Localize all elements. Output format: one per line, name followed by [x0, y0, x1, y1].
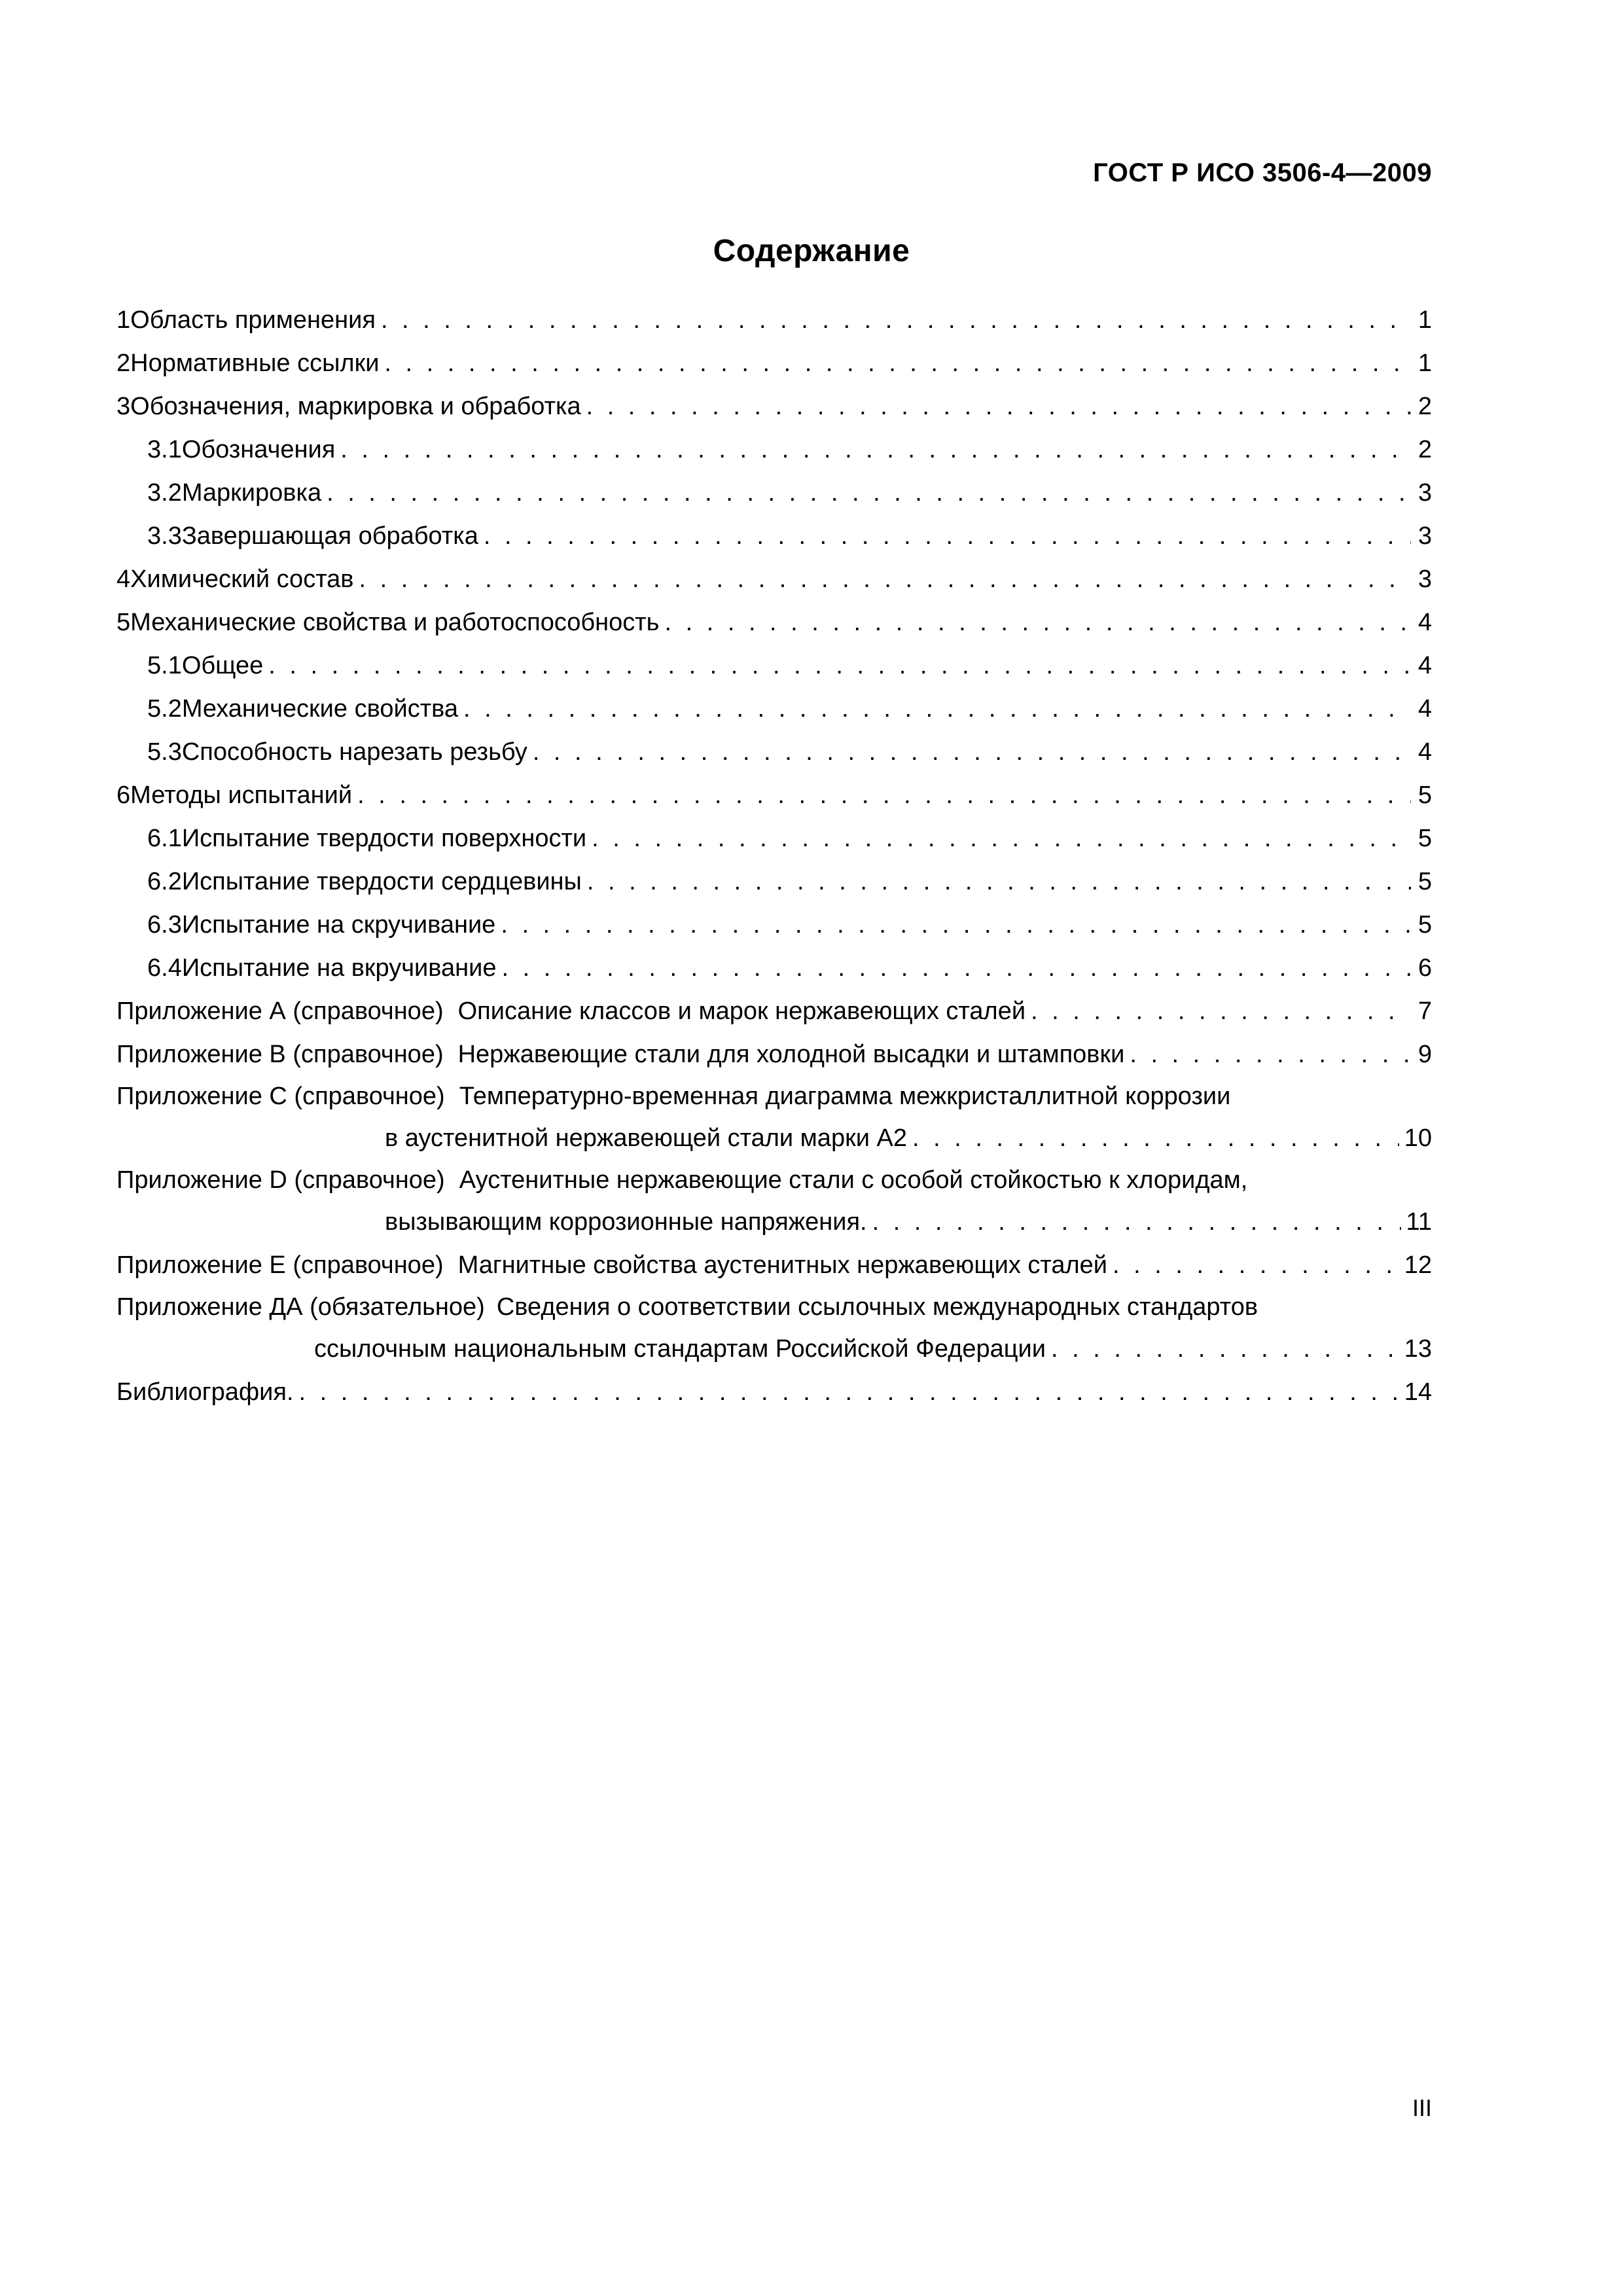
document-code: ГОСТ Р ИСО 3506-4—2009 [1093, 158, 1432, 187]
dot-leader [586, 385, 1411, 428]
table-of-contents [116, 298, 1432, 1414]
toc-entry-label: Химический состав [130, 565, 354, 593]
toc-entry-label: Испытание твердости сердцевины [181, 868, 582, 895]
toc-entry-page: 6 [1418, 954, 1432, 982]
toc-appendix-c[interactable] [116, 1076, 1432, 1160]
bibliography-label: Библиография. [116, 1378, 294, 1406]
dot-leader [384, 342, 1411, 385]
toc-entry-number: 6.3 [147, 911, 182, 939]
appendix-name: Приложение С (справочное) [116, 1083, 445, 1110]
toc-entry-number: 3.1 [147, 436, 182, 463]
appendix-title-continued: ссылочным национальным стандартам Российской Федерации [314, 1335, 1046, 1363]
toc-entry-label: Завершающая обработка [181, 522, 478, 550]
toc-entry-page: 4 [1418, 695, 1432, 723]
toc-entry-page: 4 [1418, 738, 1432, 766]
toc-entry-page: 13 [1404, 1335, 1432, 1363]
dot-leader [592, 817, 1411, 860]
toc-entry-label: Механические свойства и работоспособность [130, 609, 660, 636]
toc-entry-page: 3 [1418, 479, 1432, 507]
toc-appendix-d[interactable] [116, 1160, 1432, 1244]
toc-entry-number: 6 [116, 781, 131, 809]
dot-leader [357, 774, 1411, 817]
toc-entry-label: Нормативные ссылки [130, 350, 380, 377]
toc-entry-number: 6.2 [147, 868, 182, 895]
toc-appendix-da[interactable] [116, 1287, 1432, 1371]
appendix-name: Приложение В (справочное) [116, 1041, 444, 1068]
toc-entry[interactable] [116, 385, 1432, 428]
toc-subentry[interactable] [116, 687, 1432, 730]
dot-leader [664, 601, 1411, 644]
toc-entry-page: 1 [1418, 306, 1432, 334]
toc-subentry[interactable] [116, 817, 1432, 860]
toc-entry-page: 3 [1418, 522, 1432, 550]
toc-appendix-b[interactable] [116, 1033, 1432, 1076]
appendix-title: Описание классов и марок нержавеющих сталей [457, 997, 1026, 1025]
appendix-title: Сведения о соответствии ссылочных международных стандартов [496, 1293, 1258, 1321]
dot-leader [381, 298, 1411, 342]
toc-bibliography[interactable] [116, 1371, 1432, 1414]
appendix-title: Аустенитные нержавеющие стали с особой стойкостью к хлоридам, [459, 1166, 1248, 1194]
toc-entry-page: 4 [1418, 609, 1432, 636]
dot-leader [1031, 990, 1411, 1033]
toc-entry-number: 3 [116, 393, 131, 420]
appendix-title-continued: в аустенитной нержавеющей стали марки А2 [385, 1124, 907, 1152]
toc-entry-page: 11 [1406, 1208, 1432, 1236]
toc-entry-page: 5 [1418, 868, 1432, 895]
toc-subentry[interactable] [116, 903, 1432, 946]
dot-leader [484, 514, 1411, 558]
toc-entry-label: Обозначения, маркировка и обработка [130, 393, 581, 420]
appendix-name: Приложение Е (справочное) [116, 1251, 444, 1279]
toc-entry-page: 5 [1418, 911, 1432, 939]
toc-entry-page: 2 [1418, 436, 1432, 463]
toc-appendix-e[interactable] [116, 1244, 1432, 1287]
toc-entry-label: Методы испытаний [130, 781, 353, 809]
toc-subentry[interactable] [116, 860, 1432, 903]
dot-leader [463, 687, 1411, 730]
toc-appendix-a[interactable] [116, 990, 1432, 1033]
dot-leader [340, 428, 1411, 471]
toc-entry[interactable] [116, 601, 1432, 644]
toc-entry-number: 5.1 [147, 652, 182, 679]
toc-entry-label: Испытание твердости поверхности [181, 825, 587, 852]
toc-entry[interactable] [116, 774, 1432, 817]
appendix-name: Приложение А (справочное) [116, 997, 444, 1025]
dot-leader [299, 1371, 1399, 1414]
toc-entry-page: 7 [1418, 997, 1432, 1025]
dot-leader [587, 860, 1411, 903]
dot-leader [268, 644, 1411, 687]
appendix-name: Приложение D (справочное) [116, 1166, 445, 1194]
toc-entry-number: 3.3 [147, 522, 182, 550]
toc-entry-number: 6.4 [147, 954, 182, 982]
toc-subentry[interactable] [116, 428, 1432, 471]
toc-entry-page: 1 [1418, 350, 1432, 377]
appendix-title: Нержавеющие стали для холодной высадки и штамповки [457, 1041, 1125, 1068]
appendix-title: Магнитные свойства аустенитных нержавеющих сталей [457, 1251, 1108, 1279]
dot-leader [1113, 1244, 1399, 1287]
dot-leader [1051, 1327, 1399, 1371]
dot-leader [533, 730, 1411, 774]
toc-entry-number: 1 [116, 306, 131, 334]
toc-entry-label: Испытание на скручивание [181, 911, 496, 939]
dot-leader [1130, 1033, 1411, 1076]
toc-entry-label: Способность нарезать резьбу [181, 738, 527, 766]
toc-entry-number: 2 [116, 350, 131, 377]
toc-subentry[interactable] [116, 514, 1432, 558]
toc-entry-page: 12 [1404, 1251, 1432, 1279]
toc-title: Содержание [713, 234, 910, 268]
appendix-title-continued: вызывающим коррозионные напряжения. [385, 1208, 867, 1236]
toc-entry-label: Общее [181, 652, 264, 679]
toc-entry-number: 6.1 [147, 825, 182, 852]
toc-entry-label: Механические свойства [181, 695, 459, 723]
toc-entry-label: Маркировка [181, 479, 322, 507]
toc-subentry[interactable] [116, 946, 1432, 990]
toc-entry-label: Область применения [130, 306, 376, 334]
toc-entry-page: 14 [1404, 1378, 1432, 1406]
toc-entry[interactable] [116, 558, 1432, 601]
toc-entry-page: 3 [1418, 565, 1432, 593]
toc-entry-page: 9 [1418, 1041, 1432, 1068]
dot-leader [359, 558, 1412, 601]
toc-entry[interactable] [116, 298, 1432, 342]
toc-entry-number: 5.2 [147, 695, 182, 723]
toc-entry-page: 10 [1404, 1124, 1432, 1152]
toc-entry-page: 5 [1418, 781, 1432, 809]
appendix-name: Приложение ДА (обязательное) [116, 1293, 485, 1321]
toc-subentry[interactable] [116, 730, 1432, 774]
appendix-title: Температурно-временная диаграмма межкристаллитной коррозии [459, 1083, 1231, 1110]
dot-leader [502, 946, 1411, 990]
toc-entry-page: 4 [1418, 652, 1432, 679]
toc-entry-number: 3.2 [147, 479, 182, 507]
toc-entry-label: Обозначения [181, 436, 336, 463]
toc-entry[interactable] [116, 342, 1432, 385]
dot-leader [327, 471, 1411, 514]
toc-entry-number: 4 [116, 565, 131, 593]
toc-entry-page: 2 [1418, 393, 1432, 420]
toc-entry-label: Испытание на вкручивание [181, 954, 497, 982]
dot-leader [501, 903, 1411, 946]
toc-subentry[interactable] [116, 471, 1432, 514]
dot-leader [872, 1200, 1401, 1244]
toc-entry-page: 5 [1418, 825, 1432, 852]
page-number: III [1412, 2094, 1432, 2121]
dot-leader [912, 1117, 1399, 1160]
toc-entry-number: 5 [116, 609, 131, 636]
toc-entry-number: 5.3 [147, 738, 182, 766]
toc-subentry[interactable] [116, 644, 1432, 687]
